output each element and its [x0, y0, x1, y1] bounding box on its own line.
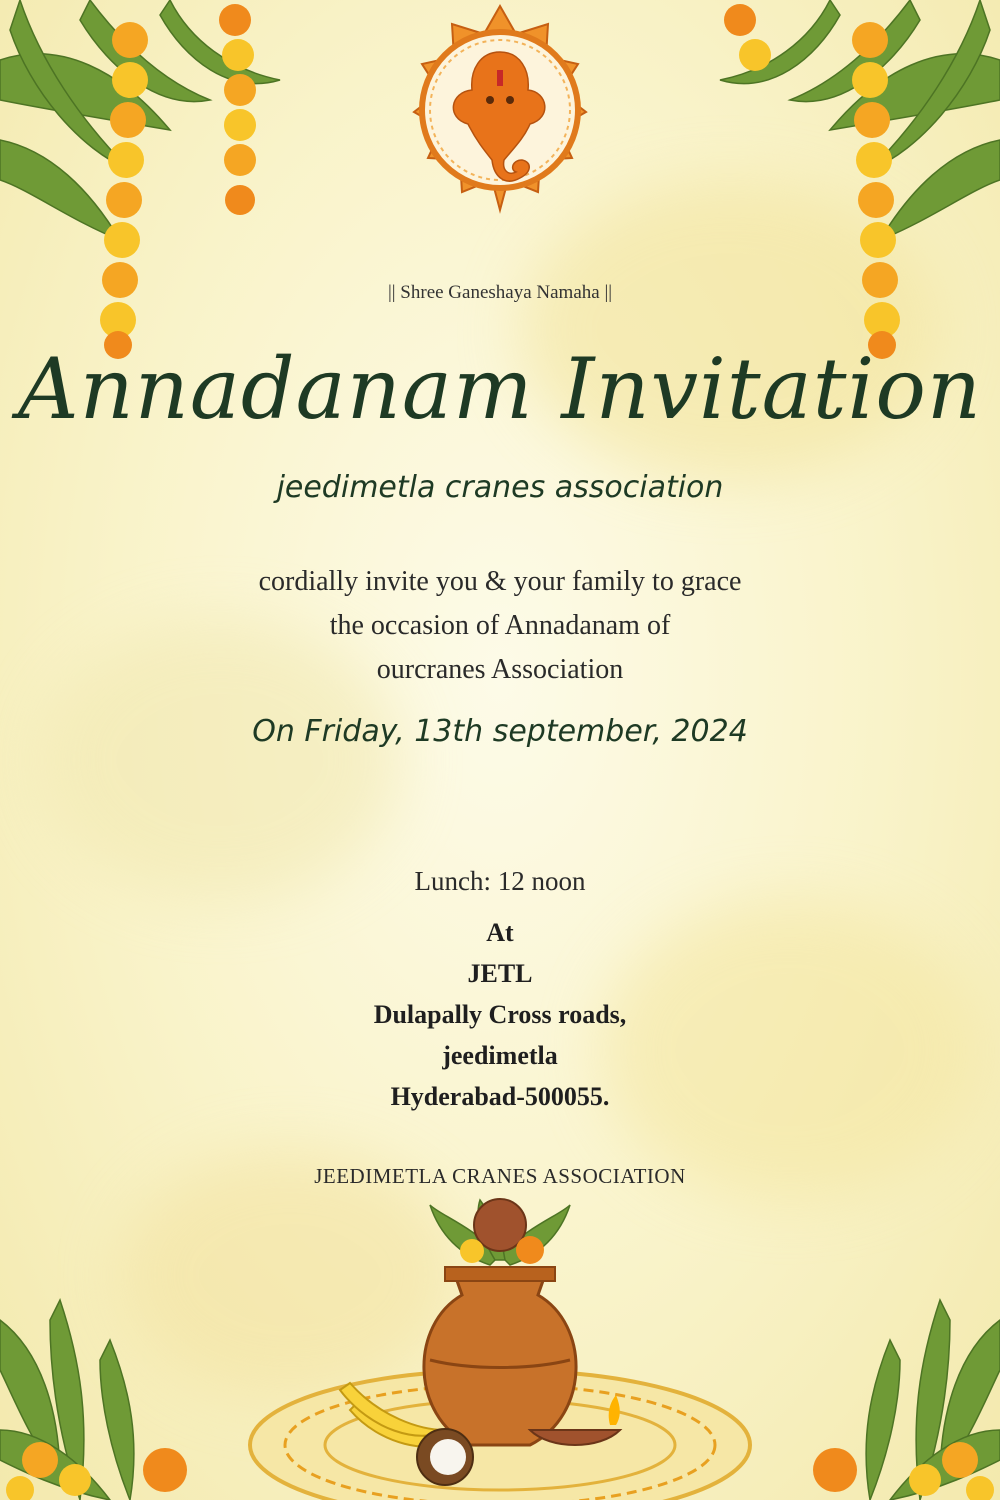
- venue-line: Hyderabad-500055.: [390, 1082, 610, 1111]
- venue-line: Dulapally Cross roads,: [373, 1000, 627, 1029]
- footer-organization: JEEDIMETLA CRANES ASSOCIATION: [314, 1164, 686, 1188]
- message-line: cordially invite you & your family to grace: [258, 566, 742, 597]
- invitation-title: Annadanam Invitation: [17, 340, 983, 438]
- venue-name: JETL: [467, 959, 533, 988]
- mango-leaves-left-icon: [0, 1280, 220, 1500]
- ganesha-emblem-icon: [380, 0, 620, 250]
- venue-at: At: [486, 918, 514, 947]
- message-line: ourcranes Association: [376, 654, 624, 685]
- invitation-message: [0, 560, 1000, 692]
- kalash-rangoli-icon: [240, 1195, 760, 1500]
- event-date: On Friday, 13th september, 2024: [252, 714, 748, 749]
- venue-block: [0, 912, 1000, 1117]
- mango-leaves-right-icon: [780, 1280, 1000, 1500]
- message-line: the occasion of Annadanam of: [329, 610, 671, 641]
- host-name: jeedimetla cranes association: [276, 470, 724, 505]
- marigold-garland-left-icon: [0, 0, 300, 380]
- lunch-time: Lunch: 12 noon: [414, 866, 586, 896]
- venue-line: jeedimetla: [442, 1041, 558, 1070]
- marigold-garland-right-icon: [700, 0, 1000, 380]
- blessing-text: || Shree Ganeshaya Namaha ||: [387, 282, 613, 303]
